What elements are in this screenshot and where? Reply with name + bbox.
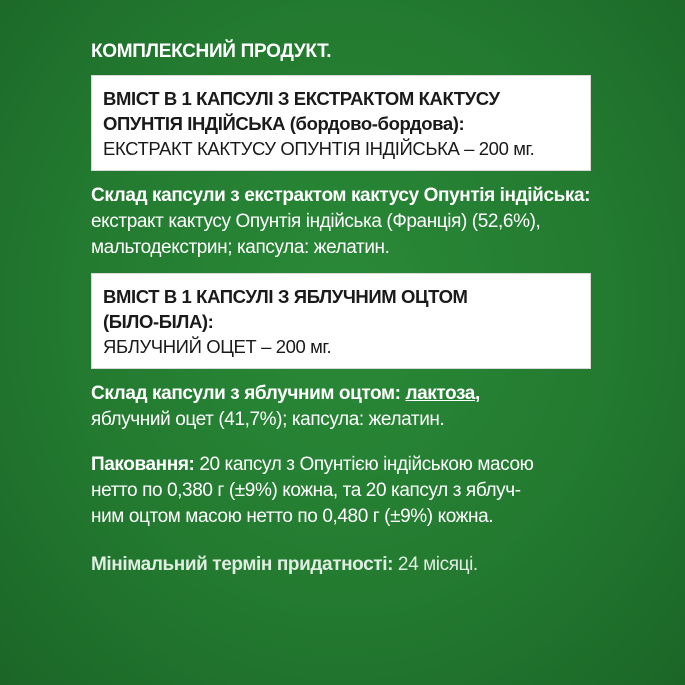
packaging-label: Паковання:	[91, 454, 195, 475]
capsule1-content-box	[91, 75, 591, 171]
capsule1-composition	[91, 183, 601, 261]
capsule1-title-line1: ВМІСТ В 1 КАПСУЛІ З ЕКСТРАКТОМ КАКТУСУ	[103, 88, 500, 109]
packaging-line2: нетто по 0,380 г (±9%) кожна, та 20 капсул з яблуч-	[91, 480, 521, 501]
capsule2-composition-label: Склад капсули з яблучним оцтом:	[91, 383, 401, 404]
packaging-line1: 20 капсул з Опунтією індійською масою	[194, 454, 534, 475]
product-heading: КОМПЛЕКСНИЙ ПРОДУКТ.	[91, 41, 332, 62]
shelf-life-label: Мінімальний термін придатності:	[91, 554, 394, 575]
capsule2-content: ЯБЛУЧНИЙ ОЦЕТ – 200 мг.	[103, 336, 332, 357]
capsule2-content-box	[91, 273, 591, 369]
shelf-life	[91, 552, 601, 578]
capsule2-composition	[91, 381, 601, 433]
packaging-info	[91, 452, 601, 530]
capsule2-title-line1: ВМІСТ В 1 КАПСУЛІ З ЯБЛУЧНИМ ОЦТОМ	[103, 286, 468, 307]
capsule2-composition-text: яблучний оцет (41,7%); капсула: желатин.	[91, 409, 445, 430]
capsule1-title-line2: ОПУНТІЯ ІНДІЙСЬКА (бордово-бордова):	[103, 113, 465, 134]
label-panel	[91, 40, 601, 578]
packaging-line3: ним оцтом масою нетто по 0,480 г (±9%) кожна.	[91, 506, 494, 527]
capsule1-content: ЕКСТРАКТ КАКТУСУ ОПУНТІЯ ІНДІЙСЬКА – 200 мг.	[103, 138, 535, 159]
allergen-comma: ,	[474, 383, 480, 404]
capsule1-composition-text: екстракт кактусу Опунтія індійська (Франція) (52,6%), мальтодекстрин; капсула: желатин.	[91, 211, 541, 258]
capsule2-title-line2: (БІЛО-БІЛА):	[103, 311, 214, 332]
shelf-life-text: 24 місяці.	[393, 554, 478, 575]
capsule1-composition-label: Склад капсули з екстрактом кактусу Опунтія індійська:	[91, 185, 591, 206]
allergen-lactose: лактоза	[405, 383, 475, 404]
